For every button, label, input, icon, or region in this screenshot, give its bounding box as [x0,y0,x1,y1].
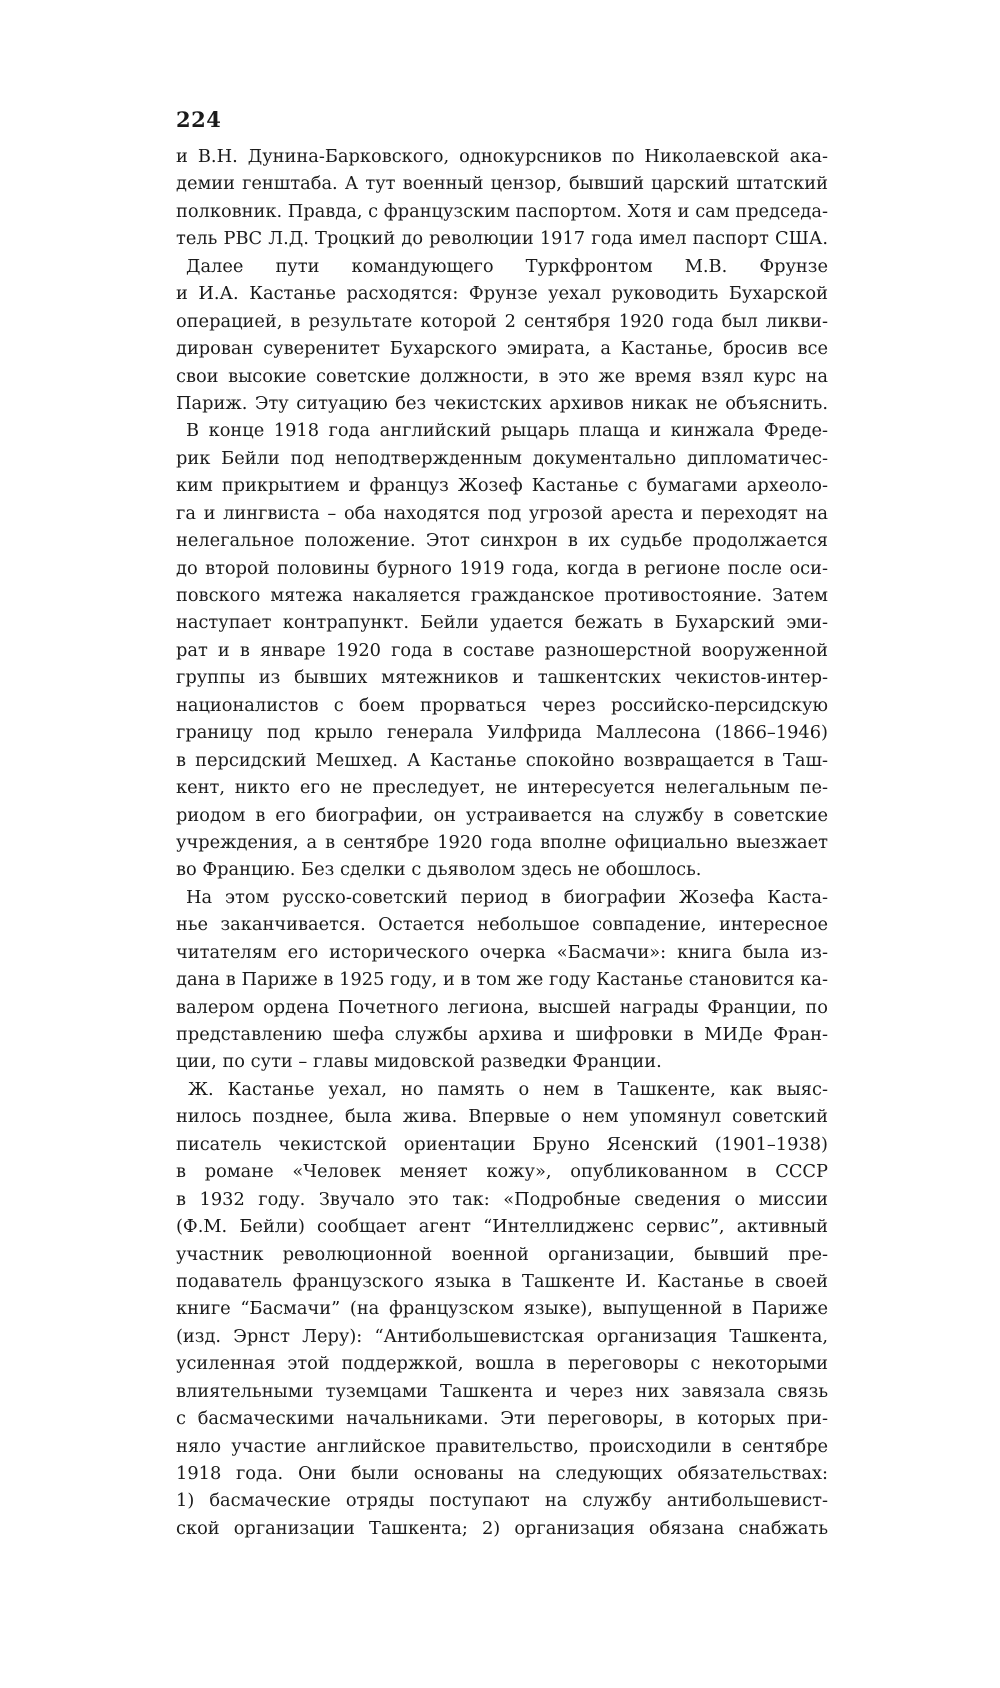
text-line: полковник. Правда, с французским паспортом. Хотя и сам председа- [176,200,828,222]
paragraph-3 [176,417,828,883]
text-line: книге “Басмачи” (на французском языке), выпущенной в Париже [176,1298,828,1320]
text-line: группы из бывших мятежников и ташкентских чекистов-интер- [176,667,828,689]
text-line: наступает контрапункт. Бейли удается бежать в Бухарский эми- [176,612,828,634]
text-line: операцией, в результате которой 2 сентября 1920 года был ликви- [176,310,828,332]
text-line: националистов с боем прорваться через российско-персидскую [176,694,828,716]
text-line: (Ф.М. Бейли) сообщает агент “Интеллидженс сервис”, активный [176,1216,828,1238]
text-line: писатель чекистской ориентации Бруно Ясенский (1901–1938) [176,1133,828,1155]
text-line: дирован суверенитет Бухарского эмирата, а Кастанье, бросив все [176,338,828,360]
text-line: Ж. Кастанье уехал, но память о нем в Ташкенте, как выяс- [188,1078,828,1100]
text-line: няло участие английское правительство, происходили в сентябре [176,1435,828,1457]
text-line: 1) басмаческие отряды поступают на службу антибольшевист- [176,1490,828,1512]
text-line: рат и в январе 1920 года в составе разношерстной вооруженной [176,639,828,661]
paragraph-2 [176,253,828,418]
text-line: ской организации Ташкента; 2) организация обязана снабжать [176,1517,828,1539]
text-line: кент, никто его не преследует, не интересуется нелегальным пе- [176,777,828,799]
text-line: подаватель французского языка в Ташкенте И. Кастанье в своей [176,1270,828,1292]
text-line: свои высокие советские должности, в это же время взял курс на [176,365,828,387]
page-number: 224 [176,107,222,132]
text-line: На этом русско-советский период в биографии Жозефа Каста- [186,886,828,908]
text-line: Далее пути командующего Туркфронтом М.В. Фрунзе [186,255,828,277]
text-line: во Францию. Без сделки с дьяволом здесь не обошлось. [176,859,702,881]
text-line: рик Бейли под неподтвержденным документально дипломатичес- [176,447,828,469]
text-line: тель РВС Л.Д. Троцкий до революции 1917 года имел паспорт США. [176,228,828,250]
text-line: в 1932 году. Звучало это так: «Подробные сведения о миссии [176,1188,828,1210]
text-line: повского мятежа накаляется гражданское противостояние. Затем [176,585,828,606]
text-line: участник революционной военной организации, бывший пре- [176,1243,828,1265]
paragraph-5 [176,1076,828,1542]
text-line: 1918 года. Они были основаны на следующих обязательствах: [176,1463,828,1484]
text-line: влиятельными туземцами Ташкента и через них завязала связь [176,1380,828,1402]
text-line: В конце 1918 года английский рыцарь плаща и кинжала Фреде- [186,420,828,442]
text-line: нилось позднее, была жива. Впервые о нем упомянул советский [176,1106,828,1128]
text-line: риодом в его биографии, он устраивается на службу в советские [176,804,828,826]
text-line: дана в Париже в 1925 году, и в том же году Кастанье становится ка- [176,969,828,991]
text-line: нелегальное положение. Этот синхрон в их судьбе продолжается [176,530,828,552]
text-line: представлению шефа службы архива и шифровки в МИДе Фран- [176,1024,828,1045]
text-line: нье заканчивается. Остается небольшое совпадение, интересное [176,914,828,936]
text-line: га и лингвиста – оба находятся под угрозой ареста и переходят на [176,502,828,524]
text-line: с басмаческими начальниками. Эти переговоры, в которых при- [176,1408,828,1430]
text-line: Париж. Эту ситуацию без чекистских архивов никак не объяснить. [176,392,828,414]
text-line: границу под крыло генерала Уилфрида Маллесона (1866–1946) [176,722,828,744]
text-line: ции, по сути – главы мидовской разведки Франции. [176,1051,662,1073]
text-line: демии генштаба. А тут военный цензор, бывший царский штатский [176,173,828,195]
text-line: усиленная этой поддержкой, вошла в переговоры с некоторыми [176,1353,828,1375]
text-line: в персидский Мешхед. А Кастанье спокойно возвращается в Таш- [176,749,828,771]
text-line: до второй половины бурного 1919 года, когда в регионе после оси- [176,557,828,579]
text-line: (изд. Эрнст Леру): “Антибольшевистская организация Ташкента, [176,1325,828,1347]
paragraph-1 [176,143,828,253]
text-line: и И.А. Кастанье расходятся: Фрунзе уехал руководить Бухарской [176,283,828,305]
text-line: ким прикрытием и француз Жозеф Кастанье с бумагами археоло- [176,475,828,497]
paragraph-4 [176,884,828,1076]
text-line: учреждения, а в сентябре 1920 года вполне официально выезжает [176,831,828,853]
text-column [176,143,828,1542]
text-line: читателям его исторического очерка «Басмачи»: книга была из- [176,941,828,963]
text-line: валером ордена Почетного легиона, высшей награды Франции, по [176,996,828,1018]
text-line: и В.Н. Дунина-Барковского, однокурсников по Николаевской ака- [176,146,828,167]
text-line: в романе «Человек меняет кожу», опубликованном в СССР [176,1161,828,1183]
